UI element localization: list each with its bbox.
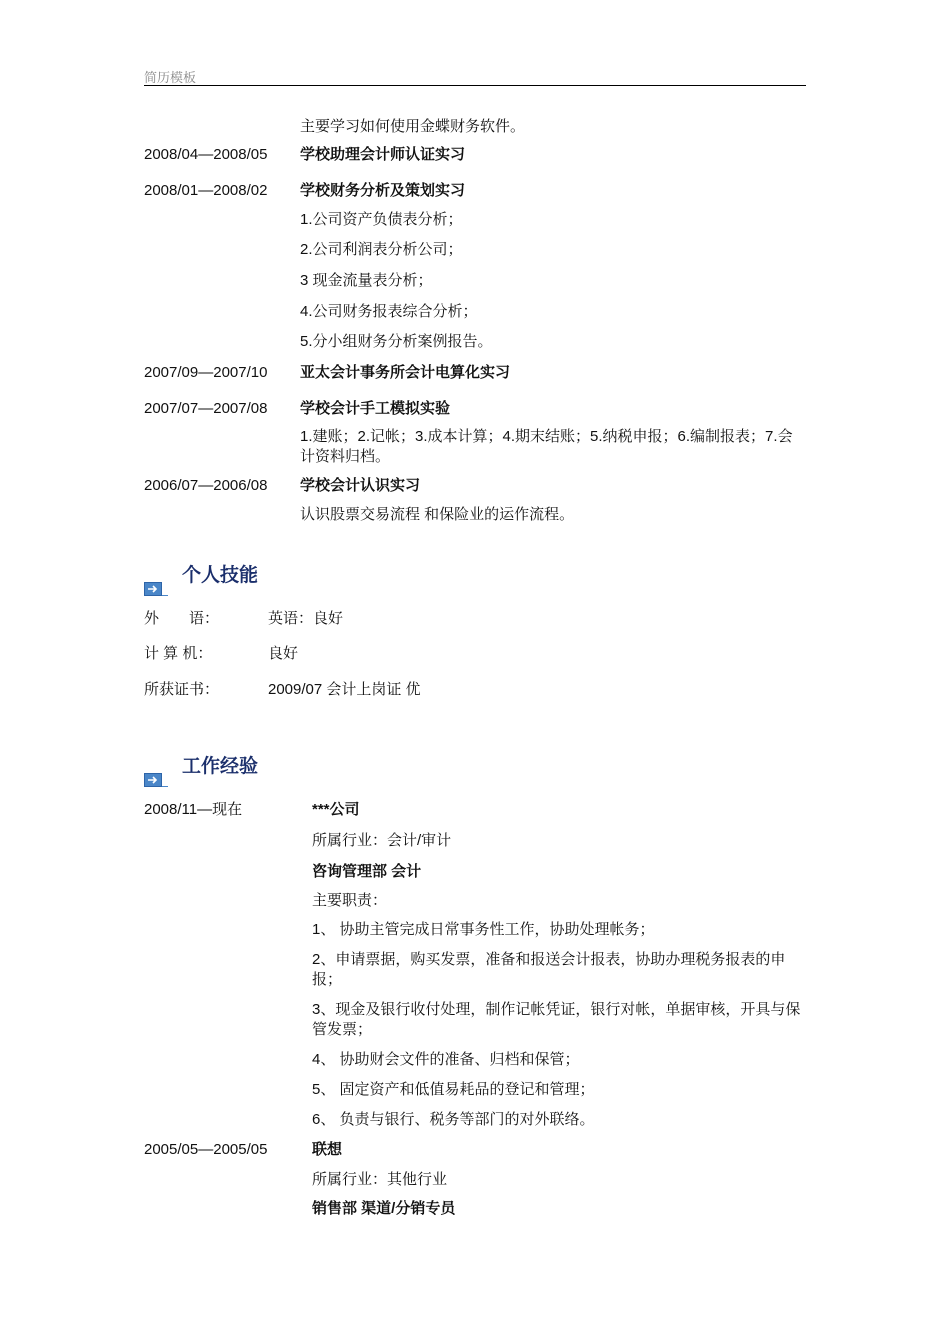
section-marker-line <box>162 595 168 596</box>
job-duty: 6、 负责与银行、税务等部门的对外联络。 <box>312 1111 595 1128</box>
practice-line: 1.建账；2.记帐；3.成本计算；4.期末结账；5.纳税申报；6.编制报表；7.会计资料归档。 <box>300 428 793 465</box>
job-company: ***公司 <box>312 801 360 818</box>
skill-value: 良好 <box>268 645 299 662</box>
practice-line: 认识股票交易流程 和保险业的运作流程。 <box>300 506 575 523</box>
job-duty: 4、 协助财会文件的准备、归档和保管； <box>312 1051 580 1068</box>
skill-label: 所获证书： <box>144 681 220 698</box>
job-duty: 3、现金及银行收付处理，制作记帐凭证，银行对帐，单据审核，开具与保管发票； <box>312 1001 801 1038</box>
job-duty: 5、 固定资产和低值易耗品的登记和管理； <box>312 1081 595 1098</box>
job-position: 销售部 渠道/分销专员 <box>312 1200 456 1217</box>
practice-date: 2006/07—2006/08 <box>144 477 268 494</box>
practice-title: 学校助理会计师认证实习 <box>300 146 466 163</box>
job-industry: 所属行业：其他行业 <box>312 1171 448 1188</box>
practice-line: 1.公司资产负债表分析； <box>300 211 463 228</box>
practice-line: 5.分小组财务分析案例报告。 <box>300 333 493 350</box>
practice-line: 3 现金流量表分析； <box>300 272 433 289</box>
arrow-right-icon <box>144 582 162 596</box>
practice-title: 学校会计认识实习 <box>300 477 421 494</box>
skill-label: 计 算 机： <box>144 645 213 662</box>
skill-value: 2009/07 会计上岗证 优 <box>268 681 421 698</box>
job-duties-label: 主要职责： <box>312 892 388 909</box>
practice-line: 2.公司利润表分析公司； <box>300 241 463 258</box>
practice-date: 2008/01—2008/02 <box>144 182 268 199</box>
header-divider <box>144 85 806 86</box>
practice-date: 2008/04—2008/05 <box>144 146 268 163</box>
skill-label: 外 语： <box>144 610 220 627</box>
job-duty: 1、 协助主管完成日常事务性工作，协助处理帐务； <box>312 921 655 938</box>
practice-title: 亚太会计事务所会计电算化实习 <box>300 364 511 381</box>
practice-title: 学校会计手工模拟实验 <box>300 400 451 417</box>
section-marker-line <box>162 786 168 787</box>
practice-title: 学校财务分析及策划实习 <box>300 182 466 199</box>
job-company: 联想 <box>312 1141 343 1158</box>
practice-date: 2007/09—2007/10 <box>144 364 268 381</box>
arrow-right-icon <box>144 773 162 787</box>
practice-line: 主要学习如何使用金蝶财务软件。 <box>300 118 526 135</box>
job-duty: 2、申请票据，购买发票，准备和报送会计报表，协助办理税务报表的申报； <box>312 951 786 988</box>
practice-date: 2007/07—2007/08 <box>144 400 268 417</box>
job-date: 2008/11—现在 <box>144 801 243 818</box>
work-section-title: 工作经验 <box>182 756 259 777</box>
header-title: 简历模板 <box>144 70 197 85</box>
job-date: 2005/05—2005/05 <box>144 1141 268 1158</box>
practice-line: 4.公司财务报表综合分析； <box>300 303 478 320</box>
job-position: 咨询管理部 会计 <box>312 863 422 880</box>
skills-section-title: 个人技能 <box>182 565 259 586</box>
skill-value: 英语：良好 <box>268 610 344 627</box>
job-industry: 所属行业：会计/审计 <box>312 832 452 849</box>
